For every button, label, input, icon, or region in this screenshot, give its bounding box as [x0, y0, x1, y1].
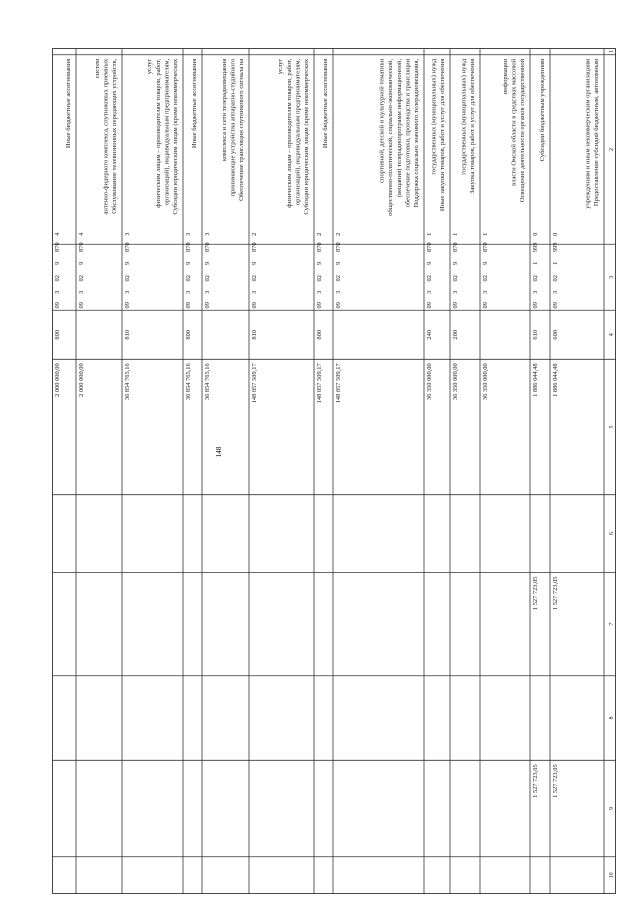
row-code-6: 2: [335, 232, 342, 236]
row-amount-c5: 148 057 509,17: [316, 363, 323, 404]
row-amount-c5: 36 854 765,16: [185, 363, 192, 401]
row-amount-c5: 2 000 000,00: [54, 363, 61, 397]
header-cell-1: 1: [609, 49, 615, 53]
row-code-2: 3: [316, 290, 323, 294]
row-description-line: информации: [501, 58, 509, 95]
row-description-line: Поддержка социально значимого телерадиовещания,: [413, 58, 420, 208]
row-code-5: 999: [552, 242, 559, 253]
row-code-4: 9: [452, 261, 459, 265]
row-code-4: 1: [552, 261, 559, 265]
row-amount-c5: 1 886 044,48: [552, 363, 559, 397]
row-code-4: 9: [78, 261, 85, 265]
row-description-line: Иные бюджетные ассигнования: [322, 58, 329, 149]
row-code-2: 3: [251, 290, 258, 294]
row-code-1: 09: [482, 302, 489, 309]
row-code-5: 999: [532, 242, 539, 253]
row-code-3: 02: [452, 275, 459, 282]
row-code-3: 02: [78, 275, 85, 282]
row-amount-c5: 2 000 000,00: [78, 363, 85, 397]
row-description-line: физическим лицам – производителям товаров, работ,: [154, 58, 162, 208]
row-code-5: 870: [316, 242, 323, 253]
row-code-5: 870: [452, 242, 459, 253]
row-code-5: 870: [482, 242, 489, 253]
row-description-line: государственных (муниципальных) нужд: [430, 58, 438, 175]
row-code-6: 4: [54, 232, 61, 236]
row-amount-c5: 148 057 509,17: [251, 363, 258, 404]
row-code-4: 9: [316, 261, 323, 265]
header-cell-5: 5: [609, 425, 615, 429]
row-code-1: 09: [426, 302, 433, 309]
row-amount-c5: 148 057 509,17: [335, 363, 342, 404]
header-cell-10: 10: [609, 872, 615, 879]
row-code-6: 2: [316, 232, 323, 236]
row-description-line: учреждениям и иным некоммерческим организациям: [584, 58, 592, 209]
row-code-1: 09: [185, 302, 192, 309]
row-code-3: 02: [335, 275, 342, 282]
row-code-4: 9: [426, 261, 433, 265]
row-code-2: 3: [552, 290, 559, 294]
row-amount-c9: 1 527 723,05: [552, 764, 559, 798]
row-description-line: антенно-фидерного комплекса, спутниковых приемных: [102, 58, 110, 215]
row-description-line: физическим лицам – производителям товаров, работ,: [285, 58, 293, 208]
row-amount-c5: 36 854 765,16: [204, 363, 211, 401]
row-description-line: организаций), индивидуальным предпринимателям,: [163, 58, 171, 206]
row-code-1: 09: [452, 302, 459, 309]
header-cell-6: 6: [609, 532, 615, 536]
row-code-5: 870: [185, 242, 192, 253]
row-description-line: Предоставление субсидий бюджетным, автономным: [593, 58, 600, 207]
row-vr: 810: [124, 329, 131, 340]
row-code-1: 09: [335, 302, 342, 309]
row-description-line: Субсидии юридическим лицам (кроме некоммерческих: [303, 58, 310, 215]
row-code-1: 09: [251, 302, 258, 309]
row-description-line: услуг: [277, 58, 285, 75]
row-vr: 800: [54, 329, 61, 340]
row-code-2: 3: [532, 290, 539, 294]
row-code-3: 02: [482, 275, 489, 282]
row-code-3: 02: [204, 275, 211, 282]
row-code-4: 9: [124, 261, 131, 265]
page-number: 148: [215, 446, 223, 458]
row-amount-c5: 36 350 000,00: [482, 363, 489, 401]
row-code-2: 3: [452, 290, 459, 294]
row-code-1: 09: [124, 302, 131, 309]
row-code-6: 1: [482, 232, 489, 236]
row-code-6: 1: [452, 232, 459, 236]
row-code-5: 870: [204, 242, 211, 253]
row-description-line: Иные бюджетные ассигнования: [191, 58, 198, 149]
row-code-2: 3: [426, 290, 433, 294]
row-description-line: общественно-политической, социально-экономической,: [387, 58, 395, 216]
row-vr: 800: [185, 329, 192, 340]
row-code-5: 870: [54, 242, 61, 253]
row-description-line: Обслуживание телевизионных передающих устройств,: [111, 58, 118, 214]
row-code-6: 0: [532, 232, 539, 236]
row-code-6: 4: [78, 232, 85, 236]
header-cell-2: 2: [609, 148, 615, 152]
header-cell-7: 7: [609, 622, 615, 626]
budget-table-rotated: [52, 48, 616, 894]
row-code-1: 09: [552, 302, 559, 309]
row-code-6: 2: [251, 232, 258, 236]
header-cell-4: 4: [609, 333, 615, 337]
row-amount-c5: 36 350 000,00: [426, 363, 433, 401]
row-code-3: 02: [124, 275, 131, 282]
row-code-4: 9: [54, 261, 61, 265]
row-description-line: Иные бюджетные ассигнования: [65, 58, 72, 149]
row-code-2: 3: [185, 290, 192, 294]
row-description-line: (вещания) телерадиопрограмм информационной,: [395, 58, 403, 198]
row-description-line: услуг: [146, 58, 154, 75]
row-code-2: 3: [335, 290, 342, 294]
row-code-3: 02: [552, 275, 559, 282]
row-code-6: 3: [204, 232, 211, 236]
row-code-1: 09: [78, 302, 85, 309]
row-description-line: Закупка товаров, работ и услуг для обеспечения: [469, 58, 476, 194]
row-code-5: 870: [124, 242, 131, 253]
row-code-2: 3: [482, 290, 489, 294]
row-code-3: 02: [251, 275, 258, 282]
row-code-4: 9: [335, 261, 342, 265]
row-amount-c7: 1 527 723,05: [552, 576, 559, 611]
row-vr: 800: [316, 329, 323, 340]
row-amount-c7: 1 527 723,05: [532, 576, 539, 611]
row-code-3: 02: [54, 275, 61, 282]
row-description-line: власти Омской области в средствах массовой: [510, 58, 518, 186]
header-cell-3: 3: [609, 275, 615, 279]
row-code-5: 870: [426, 242, 433, 253]
row-code-1: 09: [316, 302, 323, 309]
row-code-3: 02: [532, 275, 539, 282]
row-code-5: 870: [335, 242, 342, 253]
budget-table: [52, 48, 616, 894]
row-vr: 810: [251, 329, 258, 340]
row-amount-c9: 1 527 723,05: [532, 764, 539, 798]
row-code-1: 09: [532, 302, 539, 309]
row-description-line: систем: [93, 58, 101, 79]
row-description-line: Субсидии бюджетным учреждениям: [539, 58, 546, 162]
row-code-2: 3: [124, 290, 131, 294]
row-vr: 240: [426, 329, 433, 340]
row-description-line: комплекса и сети телерадиовещания: [220, 58, 228, 162]
row-amount-c5: 36 854 765,16: [124, 363, 131, 401]
row-code-3: 02: [185, 275, 192, 282]
row-code-2: 3: [204, 290, 211, 294]
row-code-6: 3: [124, 232, 131, 236]
row-description-line: организаций), индивидуальным предпринимателям,: [294, 58, 302, 206]
header-cell-8: 8: [609, 716, 615, 720]
row-description-line: обеспечение подготовки, производства и трансляции: [404, 58, 412, 208]
row-code-4: 9: [185, 261, 192, 265]
row-code-3: 02: [316, 275, 323, 282]
row-code-2: 3: [54, 290, 61, 294]
row-amount-c5: 36 350 000,00: [452, 363, 459, 401]
row-code-6: 3: [185, 232, 192, 236]
row-description-line: Субсидии юридическим лицам (кроме некоммерческих: [172, 58, 179, 215]
row-description-line: спортивной, детской и культурной тематики: [378, 58, 386, 183]
row-code-4: 9: [251, 261, 258, 265]
row-code-6: 0: [552, 232, 559, 236]
row-amount-c5: 1 886 044,48: [532, 363, 539, 397]
row-description-line: принимающие устройства аппаратно-студийного: [229, 58, 237, 197]
row-description-line: Освещение деятельности органов государственной: [519, 58, 526, 203]
row-code-4: 1: [532, 261, 539, 265]
row-description-line: Обеспечение трансляции спутникового сигнала на: [238, 58, 245, 201]
row-code-3: 02: [426, 275, 433, 282]
row-code-4: 9: [482, 261, 489, 265]
row-code-4: 9: [204, 261, 211, 265]
row-code-1: 09: [54, 302, 61, 309]
row-vr: 610: [532, 329, 539, 340]
row-code-1: 09: [204, 302, 211, 309]
row-code-5: 870: [78, 242, 85, 253]
header-cell-9: 9: [609, 807, 615, 811]
row-code-5: 870: [251, 242, 258, 253]
row-code-2: 3: [78, 290, 85, 294]
row-vr: 200: [452, 329, 459, 340]
row-code-6: 1: [426, 232, 433, 236]
row-description-line: Иные закупки товаров, работ и услуг для обеспечения: [439, 58, 446, 212]
row-description-line: государственных (муниципальных) нужд: [460, 58, 468, 175]
row-vr: 600: [552, 329, 559, 340]
